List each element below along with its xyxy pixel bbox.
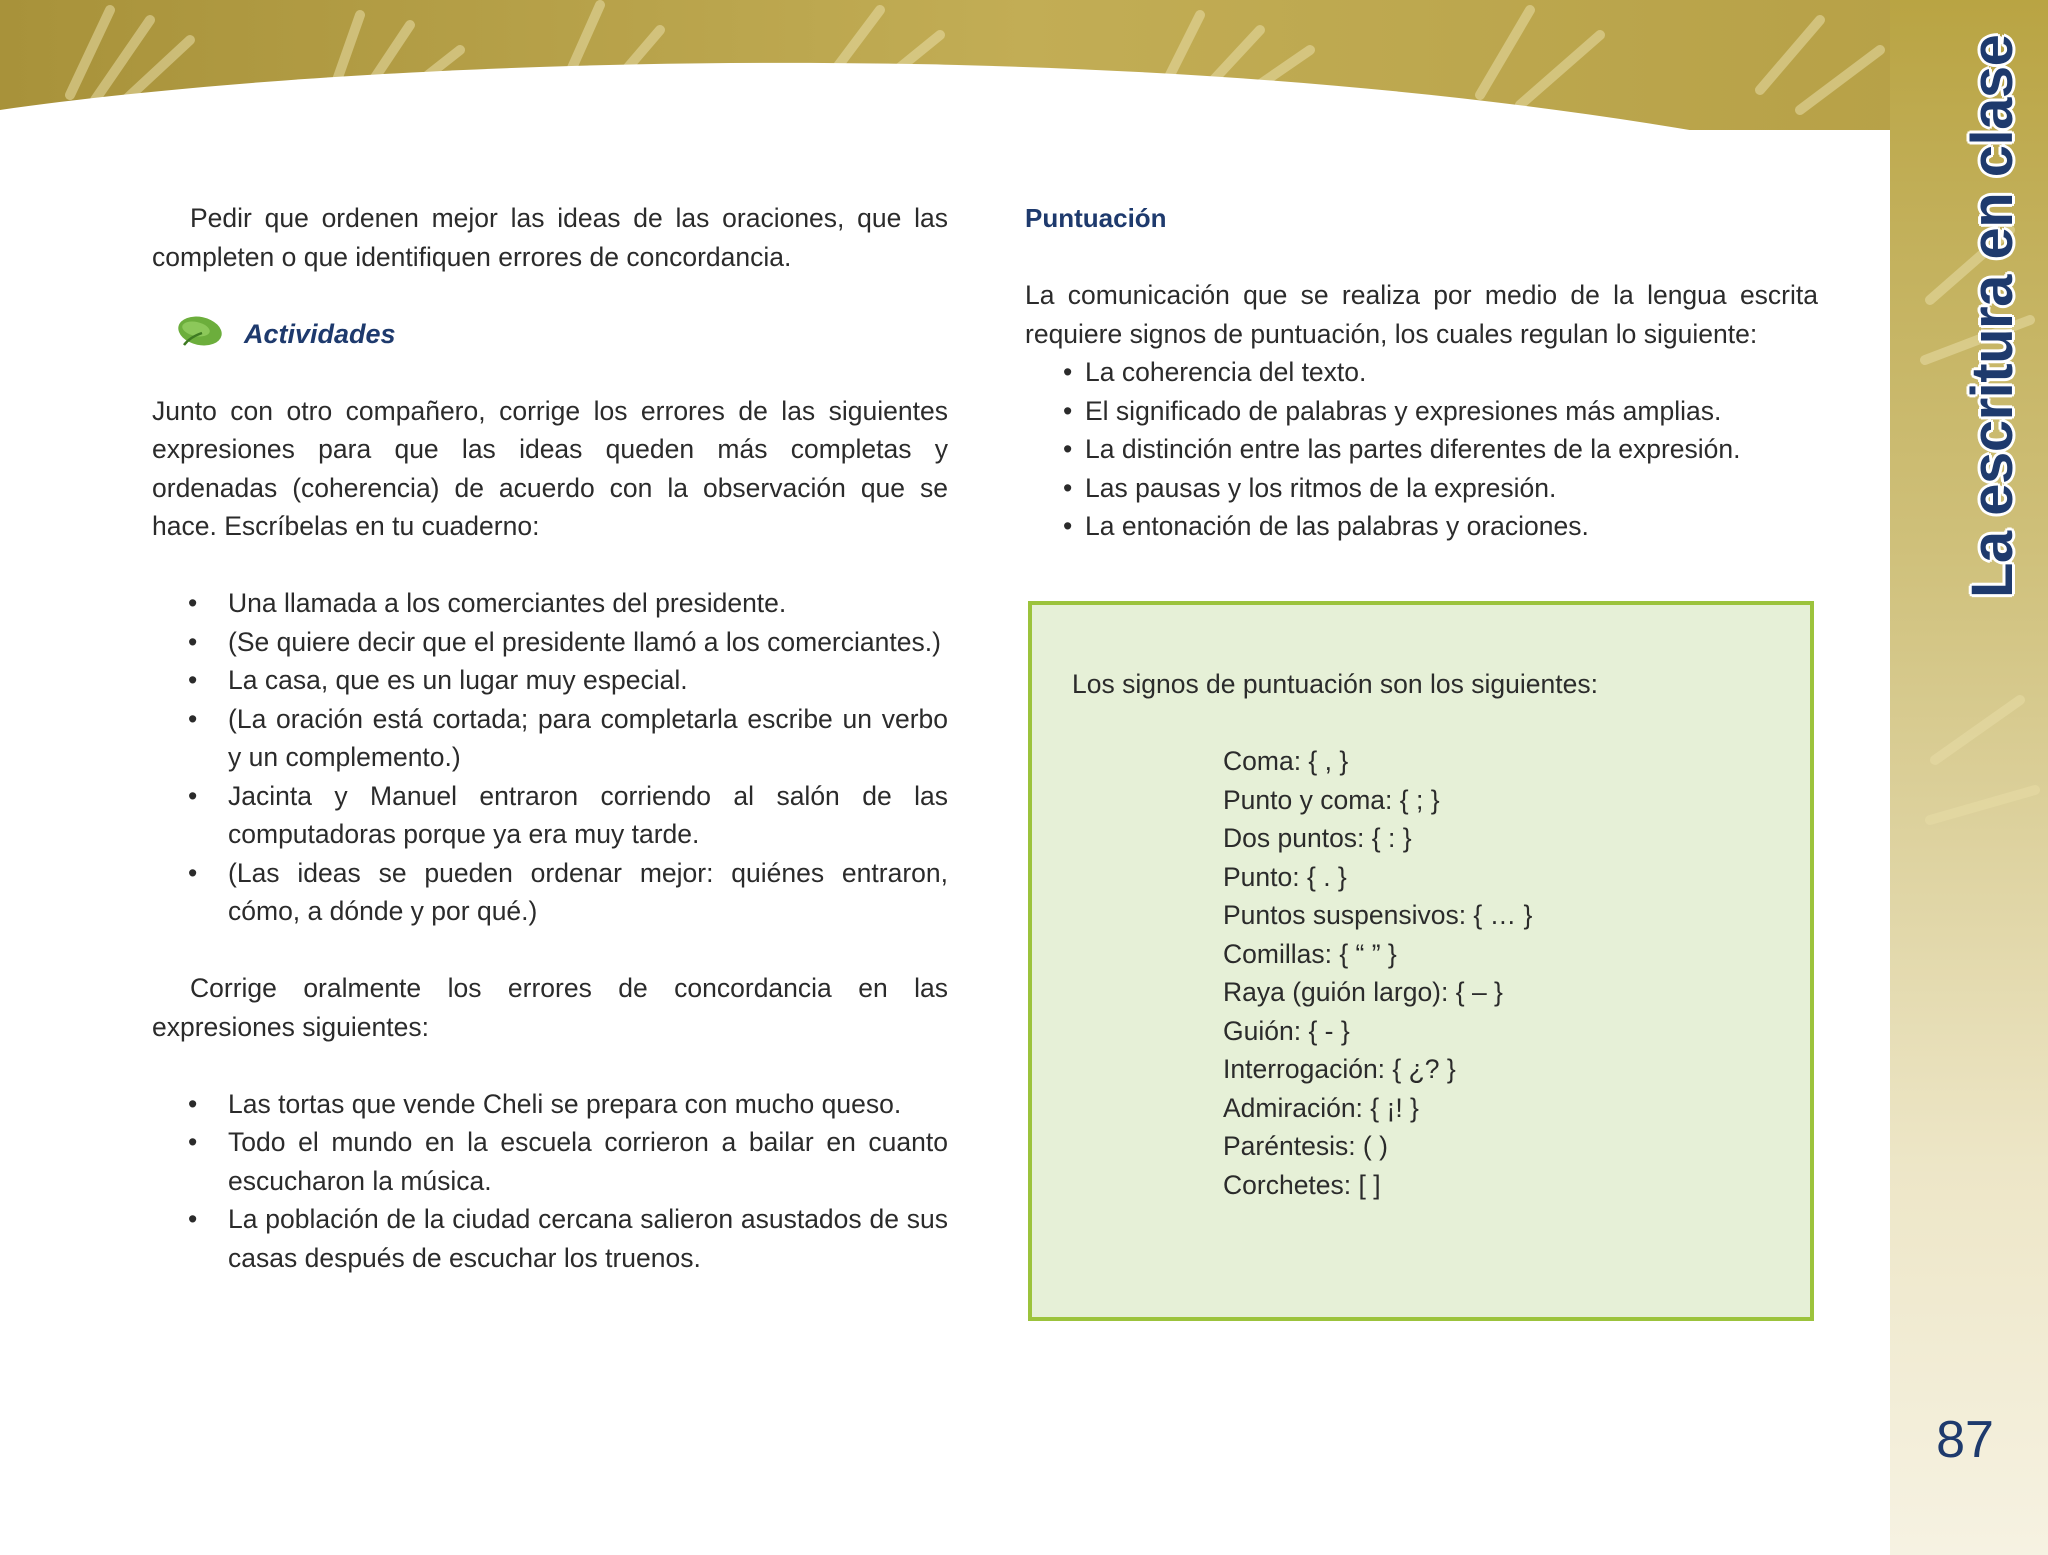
sign-item: Corchetes: [ ]: [1223, 1169, 1381, 1200]
activities-header: [152, 315, 948, 354]
signs-list: [1223, 742, 1532, 1204]
list-item: • La población de la ciudad cercana salieron asustados de sus casas después de escuchar los truenos.: [152, 1200, 948, 1277]
punctuation-signs-box: [1028, 601, 1814, 1321]
list-item: • (Se quiere decir que el presidente llamó a los comerciantes.): [152, 623, 948, 662]
sidebar-title: La escritura en clase: [1960, 34, 2025, 598]
list-item: • Jacinta y Manuel entraron corriendo al salón de las computadoras porque ya era muy tarde.: [152, 777, 948, 854]
list-item: • Todo el mundo en la escuela corrieron a bailar en cuanto escucharon la música.: [152, 1123, 948, 1200]
list-item: • (Las ideas se pueden ordenar mejor: quiénes entraron, cómo, a dónde y por qué.): [152, 854, 948, 931]
list-item: • El significado de palabras y expresiones más amplias.: [1025, 392, 1818, 431]
sign-item: Guión: { - }: [1223, 1015, 1350, 1046]
sign-item: Punto: { . }: [1223, 861, 1347, 892]
sign-item: Comillas: { “ ” }: [1223, 938, 1397, 969]
list-item: • Las tortas que vende Cheli se prepara con mucho queso.: [152, 1085, 948, 1124]
punctuation-functions-list: [1025, 353, 1818, 546]
leaf-icon: [172, 311, 224, 357]
sign-item: Paréntesis: ( ): [1223, 1131, 1388, 1161]
list-item: • (La oración está cortada; para completarla escribe un verbo y un complemento.): [152, 700, 948, 777]
sign-item: Admiración: { ¡! }: [1223, 1092, 1419, 1123]
list-item: • La distinción entre las partes diferentes de la expresión.: [1025, 430, 1818, 469]
box-intro: Los signos de puntuación son los siguientes:: [1072, 669, 1598, 699]
sign-item: Raya (guión largo): { – }: [1223, 977, 1503, 1007]
punctuation-paragraph: La comunicación que se realiza por medio de la lengua escrita requiere signos de puntuación, los cuales regulan lo siguiente:: [1025, 280, 1818, 349]
sign-item: Punto y coma: { ; }: [1223, 784, 1440, 815]
exercise-list: [152, 584, 948, 931]
left-column: [152, 199, 948, 1277]
instruction-paragraph: Junto con otro compañero, corrige los errores de las siguientes expresiones para que las ideas queden más completas y ordenadas (coherencia) de acuerdo con la observación que se hace. Escríbelas en tu cuaderno:: [152, 395, 948, 541]
concordance-list: [152, 1085, 948, 1278]
section-heading: Puntuación: [1025, 203, 1167, 233]
intro-paragraph: Pedir que ordenen mejor las ideas de las oraciones, que las completen o que identifiquen errores de concordancia.: [152, 203, 948, 272]
activities-label: Actividades: [244, 318, 396, 349]
page-number: 87: [1936, 1411, 1994, 1469]
list-item: • La casa, que es un lugar muy especial.: [152, 661, 948, 700]
sign-item: Puntos suspensivos: { … }: [1223, 900, 1533, 930]
sign-item: Dos puntos: { : }: [1223, 823, 1412, 853]
sign-item: Interrogación: { ¿? }: [1223, 1054, 1456, 1084]
list-item: • Las pausas y los ritmos de la expresión.: [1025, 469, 1818, 508]
list-item: • La entonación de las palabras y oraciones.: [1025, 507, 1818, 546]
oral-instruction: Corrige oralmente los errores de concordancia en las expresiones siguientes:: [152, 973, 948, 1042]
sign-item: Coma: { , }: [1223, 746, 1349, 776]
list-item: • Una llamada a los comerciantes del presidente.: [152, 584, 948, 623]
right-column: [1025, 199, 1818, 546]
list-item: • La coherencia del texto.: [1025, 353, 1818, 392]
